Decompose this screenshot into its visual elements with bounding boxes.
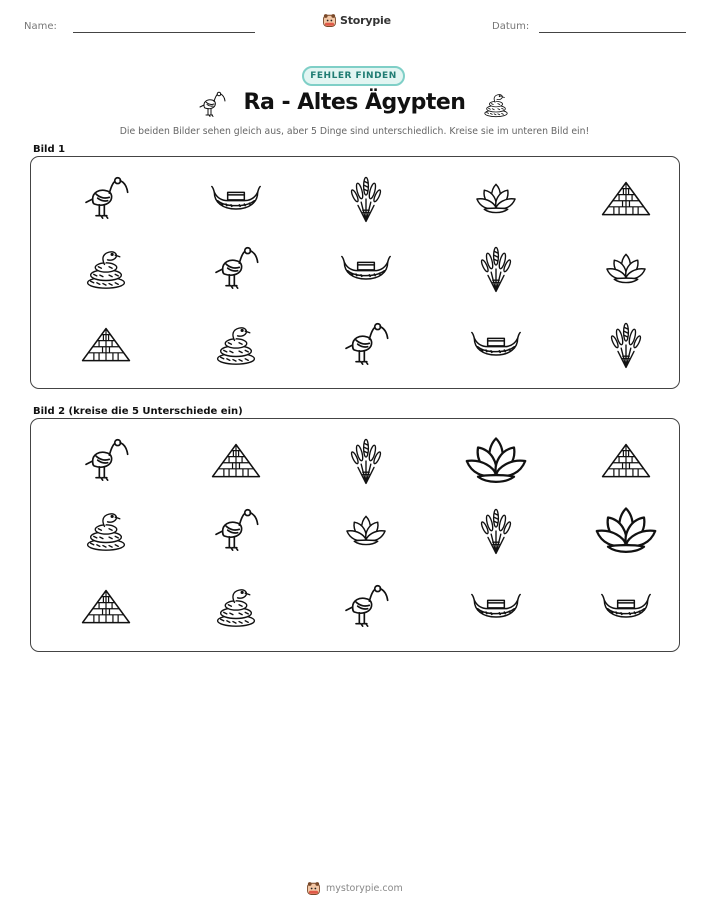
picture2-lotus-large-icon[interactable]	[592, 504, 660, 558]
picture2-ibis-icon[interactable]	[211, 506, 261, 556]
picture2-wheat-icon[interactable]	[350, 436, 382, 486]
footer-url[interactable]: mystorypie.com	[326, 883, 403, 894]
picture2-snake-icon[interactable]	[83, 508, 129, 554]
picture1-boat-icon	[211, 182, 261, 216]
storypie-icon	[306, 881, 321, 896]
brand-name: Storypie	[340, 14, 391, 27]
picture1-label: Bild 1	[33, 144, 66, 155]
picture1-pyramid-icon	[600, 179, 652, 219]
name-label: Name:	[24, 21, 57, 32]
picture2-pyramid-icon[interactable]	[80, 587, 132, 627]
picture2-ibis-icon[interactable]	[81, 436, 131, 486]
picture1-boat-icon	[471, 328, 521, 362]
picture2-boat-icon[interactable]	[471, 590, 521, 624]
picture2-lotus-icon[interactable]	[344, 513, 388, 549]
picture2-wheat-icon[interactable]	[480, 506, 512, 556]
footer	[306, 881, 403, 896]
picture2-label: Bild 2 (kreise die 5 Unterschiede ein)	[33, 406, 243, 417]
snake-icon	[482, 91, 510, 119]
picture2-ibis-icon[interactable]	[341, 582, 391, 632]
picture1-ibis-icon	[341, 320, 391, 370]
date-line[interactable]	[539, 32, 686, 33]
picture1-wheat-icon	[610, 320, 642, 370]
picture2-lotus-large-icon[interactable]	[462, 434, 530, 488]
picture1-snake-icon	[83, 246, 129, 292]
picture1-lotus-icon	[604, 251, 648, 287]
picture1-ibis-icon	[81, 174, 131, 224]
picture1-snake-icon	[213, 322, 259, 368]
picture2-pyramid-icon[interactable]	[210, 441, 262, 481]
picture1-ibis-icon	[211, 244, 261, 294]
picture2-pyramid-icon[interactable]	[600, 441, 652, 481]
date-label: Datum:	[492, 21, 530, 32]
page-title: Ra - Altes Ägypten	[243, 90, 466, 115]
instructions: Die beiden Bilder sehen gleich aus, aber 5 Dinge sind unterschiedlich. Kreise sie im unteren Bild ein!	[119, 126, 590, 137]
brand-logo	[322, 13, 391, 28]
picture1-panel	[30, 156, 680, 389]
picture1-lotus-icon	[474, 181, 518, 217]
activity-badge: FEHLER FINDEN	[302, 66, 405, 86]
picture1-wheat-icon	[480, 244, 512, 294]
name-line[interactable]	[73, 32, 255, 33]
picture2-snake-icon[interactable]	[213, 584, 259, 630]
picture1-wheat-icon	[350, 174, 382, 224]
storypie-icon	[322, 13, 337, 28]
picture2-boat-icon[interactable]	[601, 590, 651, 624]
picture1-pyramid-icon	[80, 325, 132, 365]
picture1-boat-icon	[341, 252, 391, 286]
picture2-panel[interactable]	[30, 418, 680, 652]
